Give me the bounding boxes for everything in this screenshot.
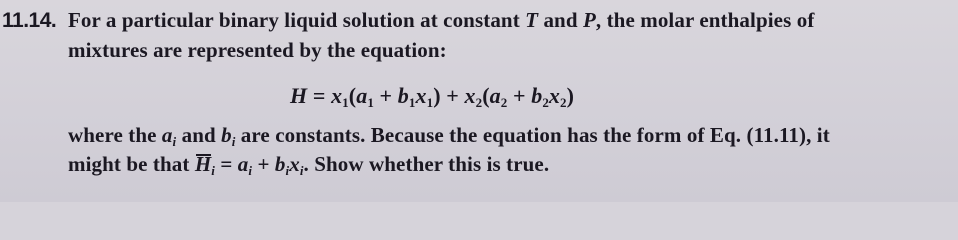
enthalpy-equation: $H = x_1(a_1 + b_1x_1) + x_2(a_2 + b_2x_2)$ — [290, 83, 575, 110]
problem-number: 11.14. — [2, 9, 57, 32]
problem-statement-line-2: mixtures are represented by the equation: — [68, 38, 447, 62]
problem-statement-line-5: might be that $H_i = a_i + b_ix_i$. Show whether this is true. — [68, 152, 550, 178]
problem-statement-line-1: For a particular binary liquid solution at constant T and P, the molar enthalpies of — [68, 8, 815, 32]
problem-statement-line-4: where the $a_i$ and $b_i$ are constants. Because the equation has the form of Eq. (11.11), it — [68, 123, 830, 149]
